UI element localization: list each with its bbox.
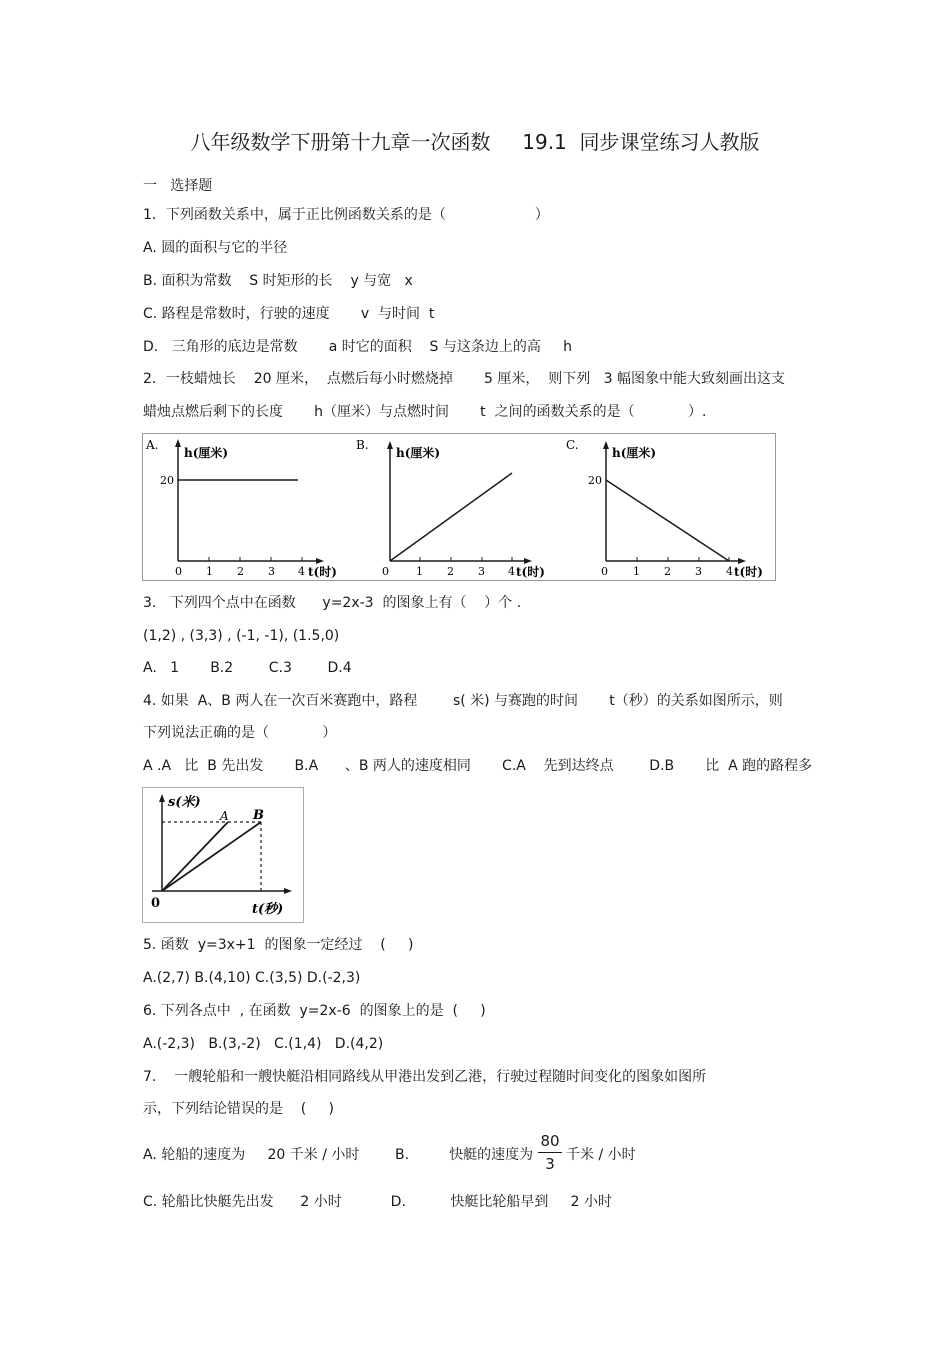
graph-b-xtick: 0 — [382, 565, 389, 578]
q7-stem-line2: 示，下列结论错误的是 ( ) — [143, 1101, 334, 1117]
graph-c-xtick: 0 — [601, 565, 608, 578]
graph-b-letter: B. — [356, 438, 369, 452]
q4-ylabel: s(米) — [168, 795, 201, 810]
graph-c-series-line — [606, 480, 729, 561]
graph-b-ylabel: h(厘米) — [396, 446, 441, 460]
q4-graph-figure — [142, 787, 304, 923]
q2-stem-line2: 蜡烛点燃后剩下的长度 h（厘米）与点燃时间 t 之间的函数关系的是（ ）. — [143, 404, 707, 420]
q4-stem-line2: 下列说法正确的是（ ） — [143, 725, 337, 741]
graph-a-letter: A. — [146, 438, 159, 452]
q5-options: A.(2,7) B.(4,10) C.(3,5) D.(-2,3) — [143, 970, 361, 986]
q6-options: A.(-2,3) B.(3,-2) C.(1,4) D.(4,2) — [143, 1036, 384, 1052]
graph-c-xtick: 2 — [664, 565, 671, 578]
q4-options: A .A 比 B 先出发 B.A 、B 两人的速度相同 C.A 先到达终点 D.B 比 A 跑的路程多 — [143, 758, 813, 774]
graph-b-series-line — [390, 473, 512, 561]
q2-graphs-figure — [142, 433, 776, 581]
graph-c-ylabel: h(厘米) — [612, 446, 657, 460]
graph-b-xtick: 3 — [478, 565, 485, 578]
graph-b-xlabel: t(时) — [516, 565, 545, 579]
graph-b — [356, 438, 545, 579]
q7-option-b-unit: 千米 / 小时 — [566, 1147, 636, 1163]
q7-fraction-denominator: 3 — [545, 1155, 555, 1173]
q5-stem: 5. 函数 y=3x+1 的图象一定经过 ( ) — [143, 937, 414, 953]
graph-b-xtick: 1 — [416, 565, 423, 578]
graph-c-ytick: 20 — [588, 474, 602, 487]
q4-xlabel: t(秒) — [252, 902, 284, 917]
q3-points: (1,2) , (3,3) , (-1, -1), (1.5,0) — [143, 628, 340, 644]
q7-fraction-numerator: 80 — [540, 1132, 560, 1150]
q1-option-c: C. 路程是常数时，行驶的速度 v 与时间 t — [143, 306, 435, 322]
graph-a-ytick: 20 — [160, 474, 174, 487]
graph-c-xtick: 4 — [726, 565, 733, 578]
q7-stem-line1: 7. 一艘轮船和一艘快艇沿相同路线从甲港出发到乙港，行驶过程随时间变化的图象如图所 — [143, 1069, 707, 1085]
section-heading: 一 选择题 — [143, 178, 213, 194]
graph-a-ylabel: h(厘米) — [184, 446, 229, 460]
q4-origin: 0 — [151, 896, 161, 911]
graph-c — [566, 438, 763, 579]
q2-stem-line1: 2．一枝蜡烛长 20 厘米， 点燃后每小时燃烧掉 5 厘米， 则下列 3 幅图象中能大致刻画出这支 — [143, 371, 785, 387]
graph-a-xtick: 1 — [206, 565, 213, 578]
graph-b-xtick: 4 — [508, 565, 515, 578]
graph-c-xlabel: t(时) — [734, 565, 763, 579]
q1-option-d: D. 三角形的底边是常数 a 时它的面积 S 与这条边上的高 h — [143, 339, 573, 355]
q7-option-a: A. 轮船的速度为 20 千米 / 小时 B. 快艇的速度为 — [143, 1147, 534, 1163]
graph-c-xtick: 1 — [633, 565, 640, 578]
q7-option-cd: C. 轮船比快艇先出发 2 小时 D. 快艇比轮船早到 2 小时 — [143, 1194, 613, 1210]
q3-options: A. 1 B.2 C.3 D.4 — [143, 660, 352, 676]
graph-c-letter: C. — [566, 438, 579, 452]
q6-stem: 6. 下列各点中 , 在函数 y=2x-6 的图象上的是 ( ) — [143, 1003, 486, 1019]
graph-a-xtick: 3 — [268, 565, 275, 578]
q4-label-a: A — [220, 809, 229, 823]
q1-option-b: B. 面积为常数 S 时矩形的长 y 与宽 x — [143, 273, 413, 289]
q4-line-b — [162, 822, 261, 891]
q7-fraction — [536, 1131, 564, 1174]
graph-a — [145, 438, 337, 579]
graph-c-xtick: 3 — [695, 565, 702, 578]
graph-a-xtick: 4 — [298, 565, 305, 578]
q3-stem: 3. 下列四个点中在函数 y=2x-3 的图象上有（ ）个 . — [143, 595, 522, 611]
graph-a-xtick: 0 — [175, 565, 182, 578]
page-title: 八年级数学下册第十九章一次函数 19.1 同步课堂练习人教版 — [190, 130, 760, 154]
q4-label-b: B — [253, 808, 264, 823]
q4-stem-line1: 4. 如果 A、B 两人在一次百米赛跑中，路程 s( 米) 与赛跑的时间 t（秒）的关系如图所示，则 — [143, 693, 783, 709]
graph-b-xtick: 2 — [447, 565, 454, 578]
graph-a-xlabel: t(时) — [308, 565, 337, 579]
graph-a-xtick: 2 — [237, 565, 244, 578]
q7-fraction-bar — [538, 1152, 562, 1153]
q1-option-a: A. 圆的面积与它的半径 — [143, 240, 288, 256]
q1-stem: 1．下列函数关系中，属于正比例函数关系的是（ ） — [143, 207, 549, 223]
q4-line-a — [162, 822, 228, 891]
